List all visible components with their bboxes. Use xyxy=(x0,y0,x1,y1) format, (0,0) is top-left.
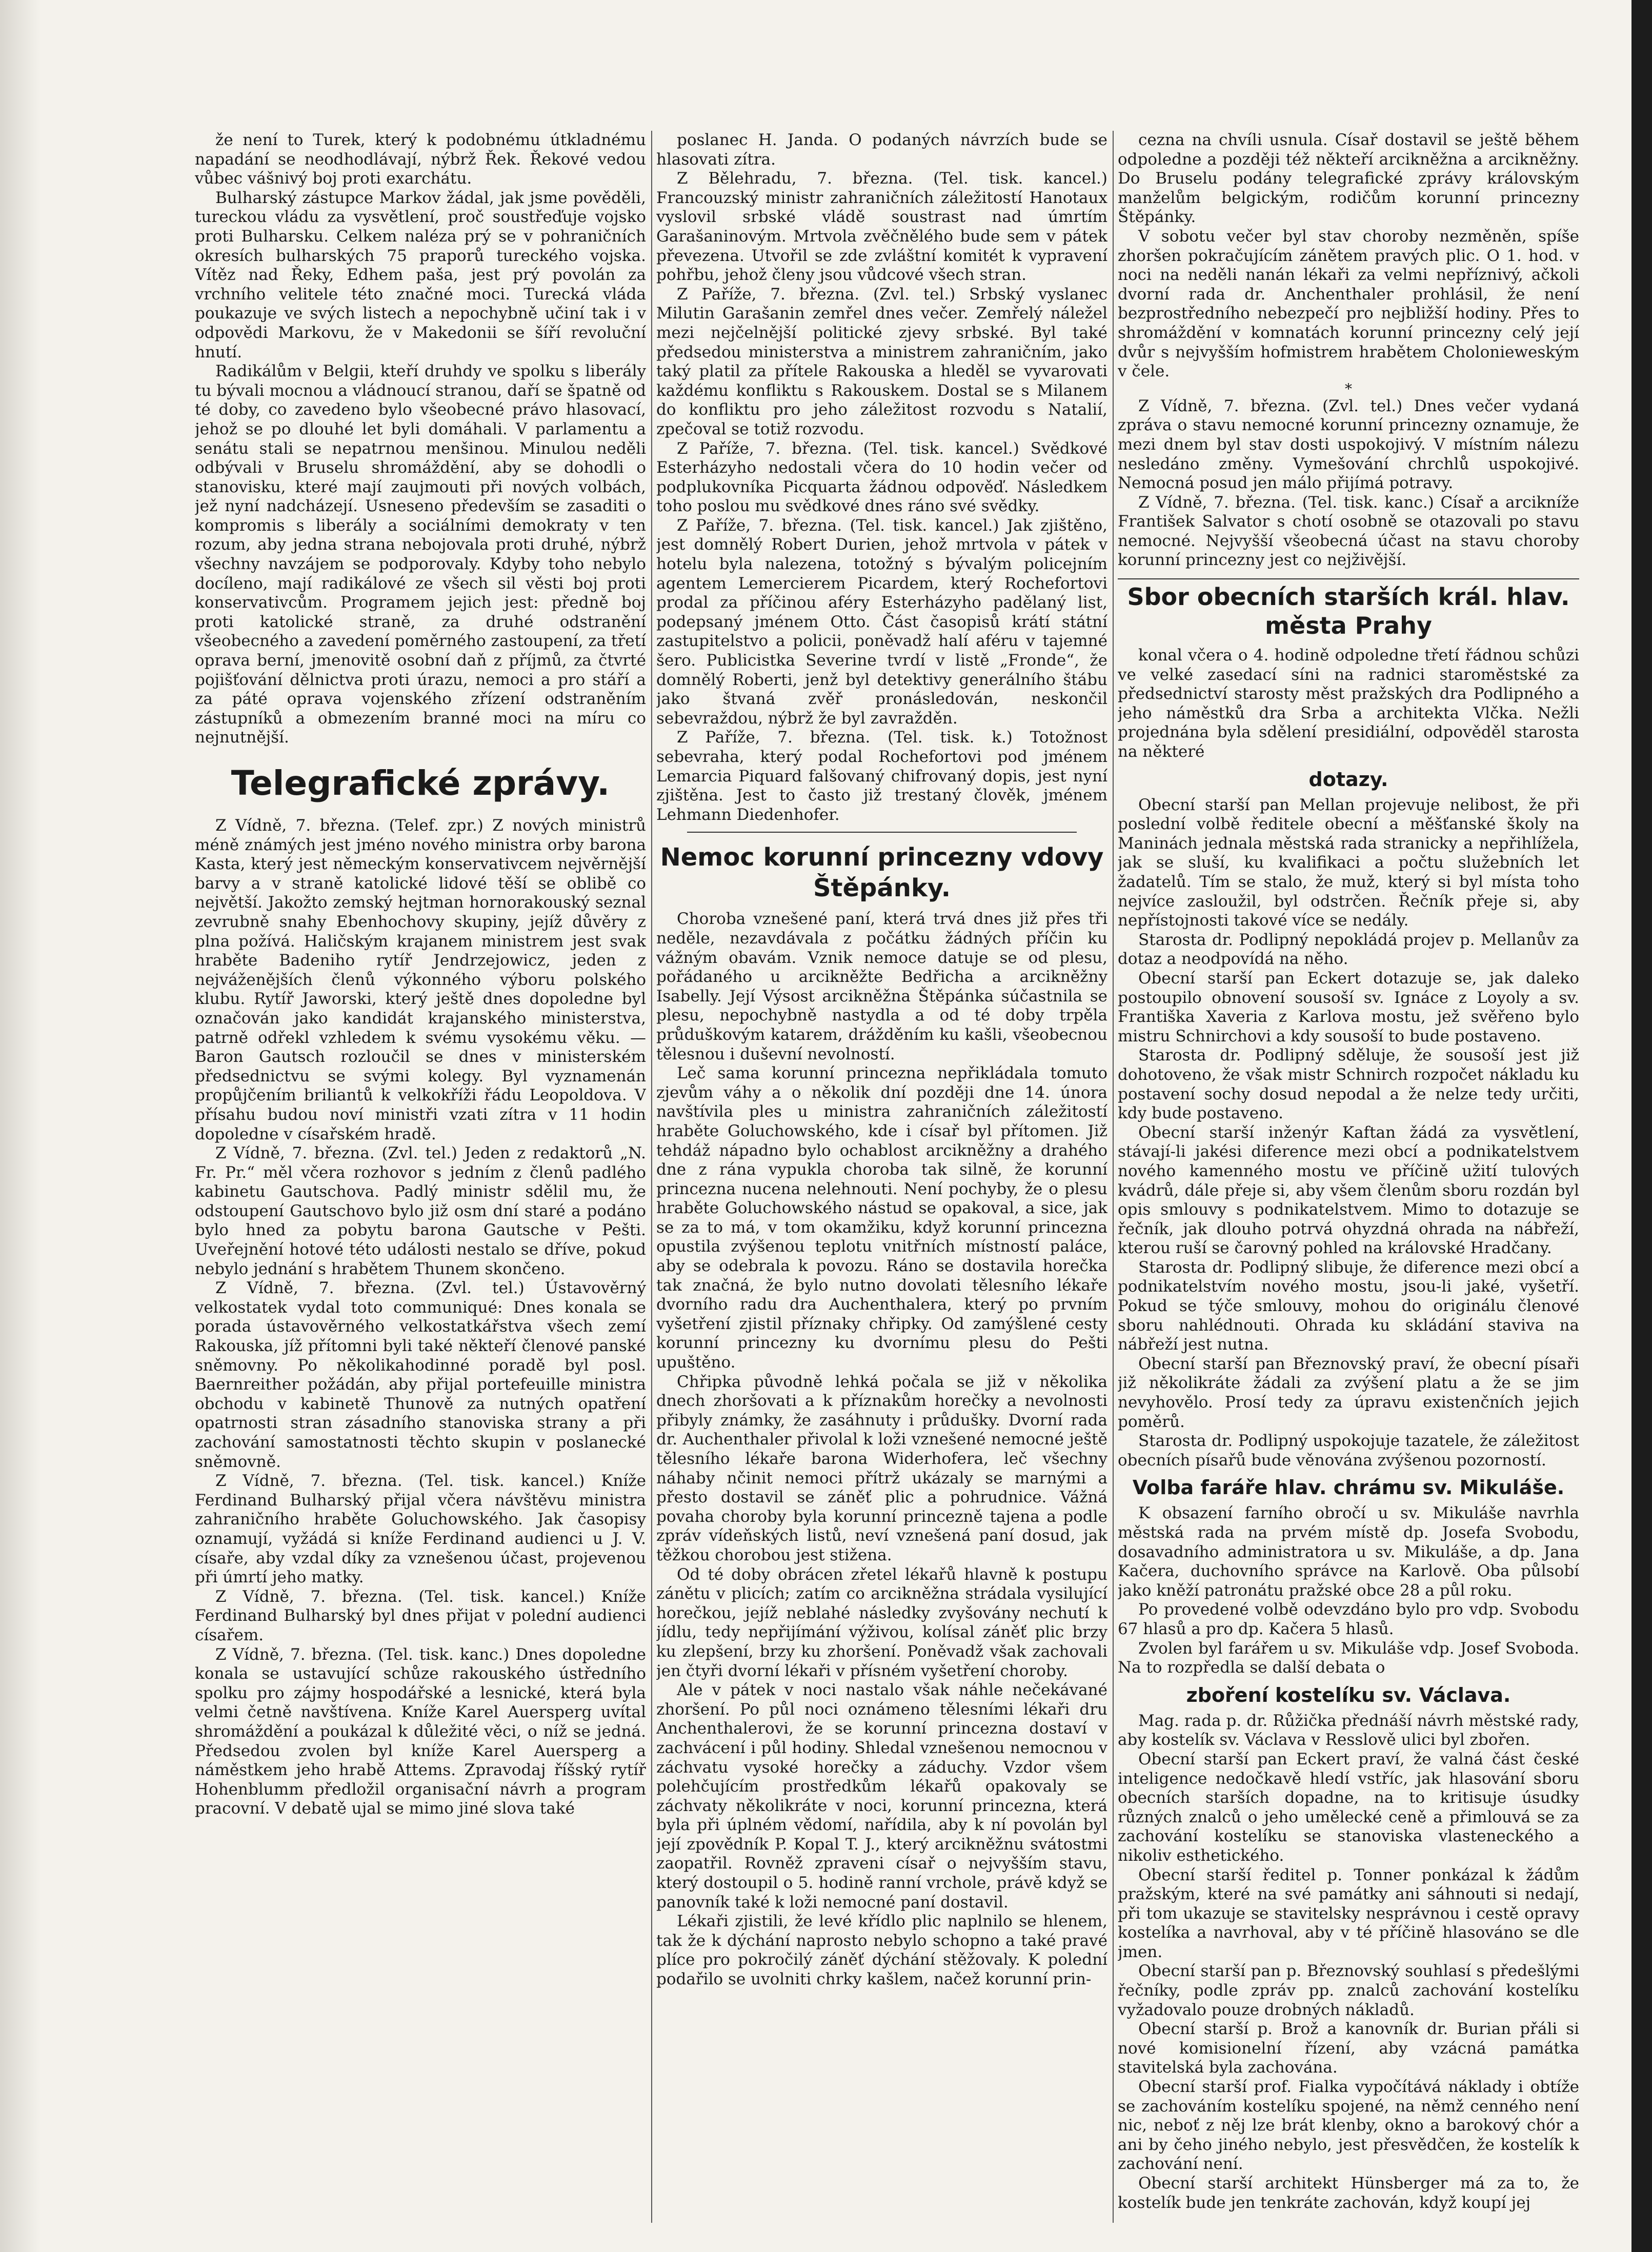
paragraph: Radikálům v Belgii, kteří druhdy ve spolku s liberály tu bývali mocnou a vládnoucí stranou, daří se špatně od té doby, co zavedeno bylo všeobecné právo hlasovací, jehož se po dlouhé let byli domáhali. V parlamentu a senátu stali se nepatrnou menšinou. Minulou neděli odbývali v Bruselu shromáždění, aby se dohodli o stanovisku, které mají zaujmouti při nových volbách, jež nyní nadcházejí. Usneseno především se zasaditi o kompromis s liberály a sociálními demokraty v ten rozum, aby jedna strana nebojovala proti druhé, nýbrž všechny navzájem se podporovaly. Kdyby toho nebylo docíleno, mají radikálové ze všech sil věsti boj proti konservativcům. Programem jejich jest: předně boj proti katolické straně, za druhé odstranění všeobecného a zavedení poměrného zastoupení, za třetí oprava berní, jmenovitě osobní daň z příjmů, za čtvrté pojišťování dělnictva proti úrazu, nemoci a pro stáří a za páté oprava vojenského zřízení odstraněním zástupníků a obmezením branné moci na míru co nejnutnější. xyxy=(195,362,646,747)
paragraph: Z Vídně, 7. března. (Tel. tisk. kancel.) Kníže Ferdinand Bulharský byl dnes přijat v polední audienci císařem. xyxy=(195,1587,646,1644)
paragraph: Zvolen byl farářem u sv. Mikuláše vdp. Josef Svoboda. Na to rozpředla se další debata o xyxy=(1118,1639,1579,1677)
paragraph: Z Vídně, 7. března. (Tel. tisk. kanc.) Dnes dopoledne konala se ustavující schůze rakouského ústředního spolku pro zájmy hospodářské a lesnické, která byla velmi četně navštívena. Kníže Karel Auersperg uvítal shromáždění a poukázal k důležité věci, o níž se jedná. Předsedou zvolen byl kníže Karel Auersperg a náměstkem jeho hrabě Attems. Zpravodaj říšský rytíř Hohenblumm předložil organisační návrh a program pracovní. V debatě ujal se mimo jiné slova také xyxy=(195,1645,646,1818)
scan-margin-right xyxy=(1631,0,1652,2252)
paragraph: Od té doby obrácen zřetel lékařů hlavně k postupu zánětu v plicích; zatím co arcikněžna strádala vysilující horečkou, jejíž neblahé následky zvyšovány nechutí k jídlu, tedy nepřijímání výživou, kolísal záněť plic brzy ku zlepšení, brzy ku zhoršení. Poněvadž však zachovali jen čtyři dvorní lékaři v přísném vyšetření choroby. xyxy=(656,1565,1107,1680)
column-2 xyxy=(656,131,1107,2223)
paragraph: Obecní starší pan Březnovský praví, že obecní písaři již několikráte žádali za zvýšení platu a že se jim nevyhovělo. Prosí tedy za úpravu existenčních jejich poměrů. xyxy=(1118,1354,1579,1431)
paragraph: V sobotu večer byl stav choroby nezměněn, spíše zhoršen pokračujícím zánětem pravých plic. O 1. hod. v noci na neděli nanán lékaři za velmi nepříznivý, ačkoli dvorní rada dr. Anchenthaler prohlásil, že není bezprostředního nebezpečí pro nejbližší hodiny. Přes to shromáždění v komnatách korunní princezny celý její dvůr s nejvyšším hofmistrem hrabětem Cholonieweským v čele. xyxy=(1118,227,1579,381)
paragraph: Z Paříže, 7. března. (Zvl. tel.) Srbský vyslanec Milutin Garašanin zemřel dnes večer. Zemřelý náležel mezi nejčelnější politické zjevy srbské. Byl také předsedou ministerstva a ministrem zahraničním, jako taký platil za přítele Rakouska a hleděl se vyvarovati každému konfliktu s Rakouskem. Dostal se s Milanem do konfliktu pro jeho záležitost rozvodu s Natalií, zpečoval se totiž rozvodu. xyxy=(656,285,1107,438)
paragraph: Obecní starší inženýr Kaftan žádá za vysvětlení, stávají-li jakési diference mezi obcí a podnikatelstvem nového kamenného mostu ve příčině užití tulových kvádrů, dále přeje si, aby všem členům sboru rozdán byl opis smlouvy s podnikatelstvem. Mimo to dotazuje se řečník, jak dlouho potrvá ohyzdná ohrada na nábřeží, kterou ruší se čarovný pohled na královské Hradčany. xyxy=(1118,1123,1579,1258)
column-rule xyxy=(1113,131,1114,2223)
paragraph: Mag. rada p. dr. Růžička přednáší návrh městské rady, aby kostelík sv. Václava v Resslově ulici byl zbořen. xyxy=(1118,1711,1579,1750)
scan-margin-left xyxy=(0,0,41,2252)
separator-line xyxy=(687,832,1077,833)
section-heading-council xyxy=(1118,578,1579,640)
paragraph: Bulharský zástupce Markov žádal, jak jsme pověděli, tureckou vládu za vysvětlení, proč soustřeďuje vojsko proti Bulharsku. Celkem naléza prý se v pohraničních okresích bulharských 75 praporů tureckého vojska. Vítěz nad Řeky, Edhem paša, jest prý povolán za vrchního velitele této značné moci. Turecká vláda poukazuje ve svých listech a nepochybně učiní tak i v odpovědi Markovu, že v Makedonii se šíří revoluční hnutí. xyxy=(195,188,646,361)
paragraph: Z Bělehradu, 7. března. (Tel. tisk. kancel.) Francouzský ministr zahraničních záležitostí Hanotaux vyslovil srbské vládě soustrast nad úmrtím Garašaninovým. Mrtvola zvěčnělého bude sem v pátek převezena. Utvořil se zde zvláštní komitét k vypravení pohřbu, jehož členy jsou vůdcové všech stran. xyxy=(656,169,1107,285)
subheading-volba: Volba faráře hlav. chrámu sv. Mikuláše. xyxy=(1132,1476,1565,1499)
newspaper-page xyxy=(195,131,1589,2223)
paragraph: poslanec H. Janda. O podaných návrzích bude se hlasovati zítra. xyxy=(656,131,1107,169)
section-heading-illness: Nemoc korunní princezny vdovy Štěpánky. xyxy=(660,843,1104,903)
paragraph: Z Vídně, 7. března. (Tel. tisk. kancel.) Kníže Ferdinand Bulharský přijal včera návštěvu ministra zahraničního hraběte Goluchowského. Jak časopisy oznamují, vyžádá si kníže Ferdinand audienci u J. V. císaře, aby vzdal díky za vznešenou účast, projevenou při úmrtí jeho matky. xyxy=(195,1472,646,1587)
paragraph: Z Vídně, 7. března. (Zvl. tel.) Dnes večer vydaná zpráva o stavu nemocné korunní princezny oznamuje, že mezi dnem byl stav dosti uspokojivý. V místním nálezu nesledáno změny. Vymešování chrchlů uspokojivé. Nemocná posud jen málo přijímá potravy. xyxy=(1118,396,1579,493)
paragraph: K obsazení farního obročí u sv. Mikuláše navrhla městská rada na prvém místě dp. Josefa Svobodu, dosavadního administratora u sv. Mikuláše, a dp. Jana Kačera, duchovního správce na Karlově. Oba půlsobí jako kněží patronátu pražské obce 28 a půl roku. xyxy=(1118,1504,1579,1600)
column-1 xyxy=(195,131,646,2223)
paragraph: že není to Turek, který k podobnému útkladnému napadání se neodhodlávají, nýbrž Řek. Řekové vedou vůbec vášnivý boj proti exarchátu. xyxy=(195,131,646,188)
paragraph: Obecní starší pan Eckert praví, že valná část české inteligence nedočkavě hledí vstříc, jak hlasování sboru obecních starších dopadne, na to kritisuje úsudky různých znalců o jeho umělecké ceně a přimlouvá se za zachování kostelíku se stanoviska vlasteneckého a nikoliv esthetického. xyxy=(1118,1750,1579,1865)
paragraph: Ale v pátek v noci nastalo však náhle nečekávané zhoršení. Po půl noci oznámeno tělesními lékaři dru Anchenthalerovi, že se korunní princezna dostaví v zachvácení i půl hodiny. Shledal vznešenou nemocnou v záchvatu vysoké horečky a záduchy. Vzdor všem polehčujícím prostředkům lékařů opakovaly se záchvaty několikráte v noci, korunní princezna, která byla při úplném vědomí, nařídila, aby k ní povolán byl její zpovědník P. Kopal T. J., který arcikněžnu svátostmi zaopatřil. Rovněž zpraveni císař o nejvyšším stavu, který dostoupil o 5. hodině ranní vrchole, právě když se panovník také k loži nemocné paní dostavil. xyxy=(656,1681,1107,1912)
council-heading-line-1: Sbor obecních starších král. hlav. xyxy=(1127,583,1570,611)
paragraph: Lékaři zjistili, že levé křídlo plic naplnilo se hlenem, tak že k dýchání naprosto nebylo schopno a také pravé plíce pro pokročilý záněť dýchání stěžovaly. K polední podařilo se uvolniti chrky kašlem, načež korunní prin- xyxy=(656,1912,1107,1989)
paragraph: Z Vídně, 7. března. (Telef. zpr.) Z nových ministrů méně známých jest jméno nového ministra orby barona Kasta, který jest německým konservativcem nejvěrnější barvy a v straně katolické lidové těší se oblibě co největší. Jakožto zemský hejtman hornorakouský seznal zevrubně snahy Ebenhochovy skupiny, jejíž důvěry z plna požívá. Haličským krajanem ministrem jest svak hraběte Badeniho rytíř Jendrzejowicz, jeden z nejváženějších členů výkonného výboru polského klubu. Rytíř Jaworski, který ještě dnes dopoledne byl označován jako kandidát krajanského ministerstva, patrně odřekl vzhledem k svému vysokému věku. — Baron Gautsch rozloučil se dnes v ministerském předsednictvu se svými kolegy. Byl vyznamenán propůjčením briliantů k velkokříži řádu Leopoldova. V přísahu budou noví ministři vzati zítra v 11 hodin dopoledne v císařském hradě. xyxy=(195,816,646,1143)
paragraph: Starosta dr. Podlipný slibuje, že diference mezi obcí a podnikatelstvím nového mostu, jsou-li jaké, vyšetří. Pokud se týče smlouvy, mohou do originálu členové sboru nahlédnouti. Ohrada ku skládání staviva na nábřeží jest nutna. xyxy=(1118,1258,1579,1354)
section-heading-telegraphic: Telegrafické zprávy. xyxy=(231,763,610,803)
paragraph: Obecní starší architekt Hünsberger má za to, že kostelík bude jen tenkráte zachován, když koupí jej xyxy=(1118,2174,1579,2212)
paragraph: Obecní starší pan Eckert dotazuje se, jak daleko postoupilo obnovení sousoší sv. Ignáce z Loyoly a sv. Františka Xaveria z Karlova mostu, jež svěřeno bylo mistru Schnirchovi a kdy sousoší to bude postaveno. xyxy=(1118,969,1579,1045)
paragraph: Starosta dr. Podlipný sděluje, že sousoší jest již dohotoveno, že však mistr Schnirch rozpočet nákladu ku postavení sochy dosud nepodal a že nelze tedy určiti, kdy bude postaveno. xyxy=(1118,1046,1579,1123)
separator-star: * xyxy=(1345,380,1352,397)
paragraph: Starosta dr. Podlipný uspokojuje tazatele, že záležitost obecních písařů bude věnována zvýšenou pozorností. xyxy=(1118,1432,1579,1470)
column-3 xyxy=(1118,131,1579,2223)
column-rule xyxy=(651,131,652,2223)
paragraph: Obecní starší p. Brož a kanovník dr. Burian přáli si nové komisionelní řízení, aby vzácná památka stavitelská byla zachována. xyxy=(1118,2020,1579,2077)
paragraph: Choroba vznešené paní, která trvá dnes již přes tři neděle, nezavdávala z počátku žádných příčin ku vážným obavám. Vznik nemoce datuje se od plesu, pořádaného u arcikněžte Bedřicha a arcikněžny Isabelly. Její Výsost arcikněžna Štěpánka súčastnila se plesu, nepochybně nastydla a od té doby trpěla průduškovým katarem, drážděním ku kašli, všeobecnou tělesnou i duševní nevolností. xyxy=(656,910,1107,1063)
council-heading-line-2: města Prahy xyxy=(1265,612,1432,640)
paragraph: Z Paříže, 7. března. (Tel. tisk. kancel.) Jak zjištěno, jest domnělý Robert Durien, jehož mrtvola v pátek v hotelu byla nalezena, totožný s bývalým policejním agentem Lemercierem Picardem, který Rochefortovi prodal za příčinou aféry Esterházyho padělaný list, podepsaný jménem Otto. Část časopisů krátí státní zastupitelstvo a policii, poněvadž halí aféru v tajemné šero. Publicistka Severine tvrdí v listě „Fronde“, že domnělý Roberti, jenž byl detektivy generálního štábu jako štvaná zvěř pronásledován, neskončil sebevraždou, nýbrž že byl zavražděn. xyxy=(656,516,1107,728)
paragraph: Obecní starší pan Mellan projevuje nelibost, že při poslední volbě ředitele obecní a měšťanské školy na Maninách jednala městská rada stranicky a nepřihlížela, jak se sluší, ku kvalifikaci a počtu služebních let žadatelů. Tím se stalo, že muž, který si byl místa toho nejvíce zasloužil, byl odstrčen. Řečník přeje si, aby nepřístojnosti takové více se nedály. xyxy=(1118,795,1579,930)
paragraph: Starosta dr. Podlipný nepokládá projev p. Mellanův za dotaz a neodpovídá na něho. xyxy=(1118,930,1579,969)
paragraph: Obecní starší prof. Fialka vypočítává náklady i obtíže se zachováním kostelíku spojené, na němž cenného není nic, neboť z něj lze brát klenby, okno a barokový chór a ani by čeho jiného nebylo, jest přesvědčen, že kostelík k zachování není. xyxy=(1118,2078,1579,2174)
paragraph: Z Paříže, 7. března. (Tel. tisk. kancel.) Svědkové Esterházyho nedostali včera do 10 hodin večer od podplukovníka Picquarta žádnou odpověď. Následkem toho poslou mu svědkové dnes ráno své svědky. xyxy=(656,439,1107,516)
subheading-zboreni: zboření kostelíku sv. Václava. xyxy=(1186,1683,1511,1706)
paragraph: Chřipka původně lehká počala se již v několika dnech zhoršovati a k příznakům horečky a nevolnosti přibyly známky, že zasáhnuty i průdušky. Dvorní rada dr. Auchenthaler přivolal k loži vznešené nemocné ještě tělesního lékaře barona Widerhofera, leč všechny náhaby nčinit nemoci přítrž ukázaly se marnými a přesto dostavil se záněť plic a pohrudnice. Vážná povaha choroby byla korunní princezně tajena a podle zpráv vídeňských listů, neví vznešená paní dosud, jak těžkou chorobou jest stižena. xyxy=(656,1372,1107,1564)
paragraph: Po provedené volbě odevzdáno bylo pro vdp. Svobodu 67 hlasů a pro dp. Kačera 5 hlasů. xyxy=(1118,1600,1579,1638)
paragraph: Obecní starší ředitel p. Tonner ponkázal k žádům pražským, které na své památky ani sáhnouti si nedají, při tom ukazuje se stavitelsky nesprávnou i cestě opravy kostelíka a navrhoval, aby v té příčině hlasováno se dle jmen. xyxy=(1118,1865,1579,1961)
subheading-dotazy: dotazy. xyxy=(1308,768,1388,791)
paragraph: Z Paříže, 7. března. (Tel. tisk. k.) Totožnost sebevraha, který podal Rochefortovi pod jménem Lemarcia Piquard falšovaný chifrovaný dopis, jest nyní zjištěna. Jest to často již trestaný člověk, jménem Lehmann Diedenhofer. xyxy=(656,728,1107,824)
paragraph: Z Vídně, 7. března. (Tel. tisk. kanc.) Císař a arcikníže František Salvator s chotí osobně se otazovali po stavu nemocné. Nejvyšší všeobecná účast na stavu choroby korunní princezny jest co nejživější. xyxy=(1118,493,1579,570)
paragraph: konal včera o 4. hodině odpoledne třetí řádnou schůzi ve velké zasedací síni na radnici staroměstské za předsednictví starosty měst pražských dra Podlipného a jeho náměstků dra Srba a architekta Vlčka. Nežli projednána byla sdělení presidiální, odpověděl starosta na některé xyxy=(1118,646,1579,761)
paragraph: cezna na chvíli usnula. Císař dostavil se ještě během odpoledne a později též někteří arcikněžna a arcikněžny. Do Bruselu podány telegrafické zprávy královským manželům belgickým, rodičům korunní princezny Štěpánky. xyxy=(1118,131,1579,227)
paragraph: Leč sama korunní princezna nepřikládala tomuto zjevům váhy a o několik dní později dne 14. února navštívila ples u ministra zahraničních záležitostí hraběte Goluchowského, kde i císař byl přítomen. Již tehdáž nápadno bylo ochablost arcikněžny a drahého dne z rána vypukla choroba tak silně, že korunní princezna nucena nelehnouti. Není pochyby, že o plesu hraběte Goluchowského nástud se opakoval, a sice, jak se za to má, v tom okamžiku, když korunní princezna opustila zvýšenou teplotu vnitřních místností paláce, aby se odebrala k povozu. Ráno se dostavila horečka tak značná, že bylo nutno dovolati tělesního lékaře dvorního radu dra Auchenthalera, který po prvním vyšetření zjistil příznaky chřipky. Od zamýšlené cesty korunní princezny ku dvornímu plesu do Pešti upuštěno. xyxy=(656,1064,1107,1372)
paragraph: Z Vídně, 7. března. (Zvl. tel.) Ústavověrný velkostatek vydal toto communiqué: Dnes konala se porada ústavověrného velkostatkářstva všech zemí Rakouska, jíž přítomni byli také někteří členové panské sněmovny. Po několikahodinné poradě byl posl. Baernreither požádán, aby přijal portefeuille ministra obchodu v kabinetě Thunově za nutných opatření opatrnosti stran zásadního stanoviska strany a při zachování samostatnosti těchto skupin v poslanecké sněmovně. xyxy=(195,1279,646,1471)
paragraph: Obecní starší pan p. Březnovský souhlasí s předešlými řečníky, podle zpráv pp. znalců zachování kostelíku vyžadovalo pouze drobných nákladů. xyxy=(1118,1962,1579,2019)
paragraph: Z Vídně, 7. března. (Zvl. tel.) Jeden z redaktorů „N. Fr. Pr.“ měl včera rozhovor s jedním z členů padlého kabinetu Gautschova. Padlý ministr sdělil mu, že odstoupení Gautschovo bylo již osm dní staré a podáno bylo hned za pobytu barona Gautsche v Pešti. Uveřejnění hotové této události nestalo se dříve, pokud nebylo jednání s hrabětem Thunem skončeno. xyxy=(195,1144,646,1278)
